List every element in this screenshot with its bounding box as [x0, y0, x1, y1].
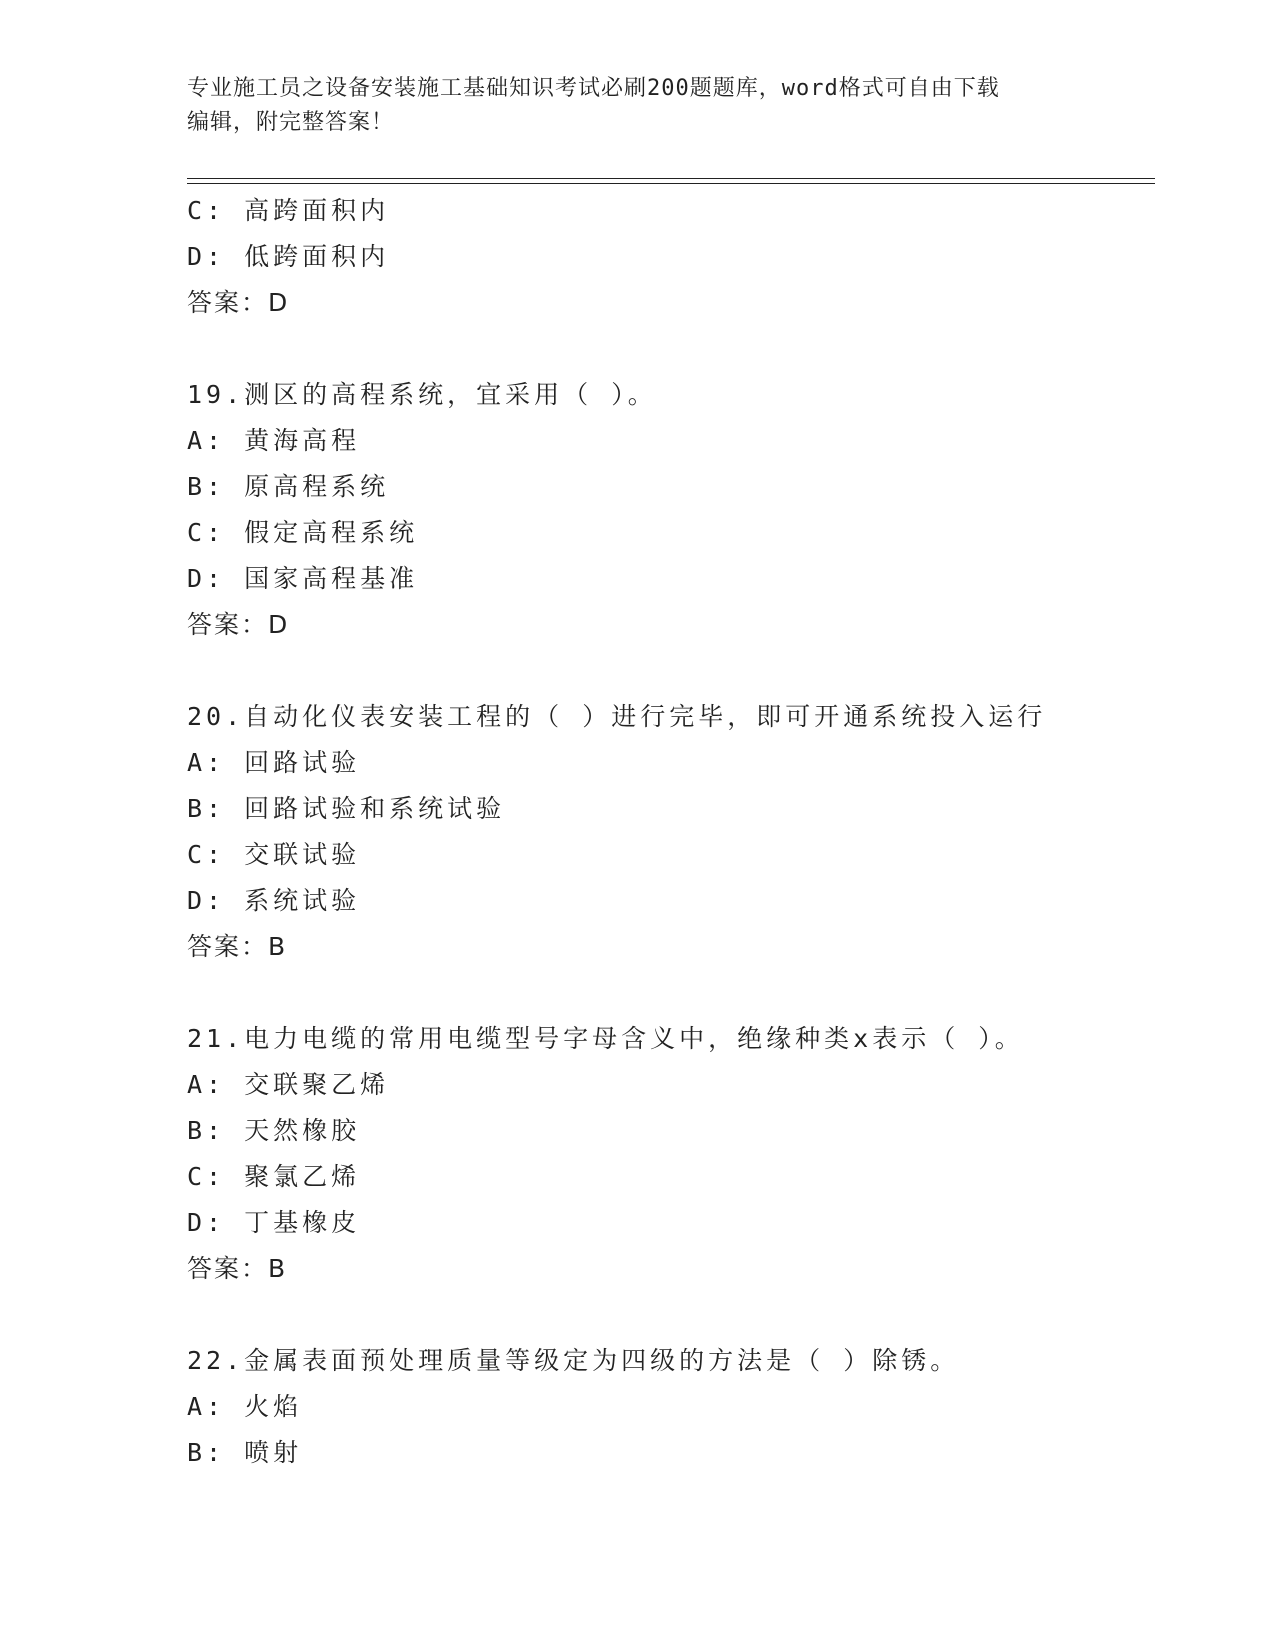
question-19	[187, 372, 1155, 648]
question-stem: 20.自动化仪表安装工程的（ ）进行完毕，即可开通系统投入运行	[187, 702, 1047, 731]
document-header	[187, 72, 1087, 140]
option-a: A: 交联聚乙烯	[187, 1070, 390, 1099]
answer-line: 答案：B	[187, 1254, 288, 1283]
header-title-line-1: 专业施工员之设备安装施工基础知识考试必刷200题题库，word格式可自由下载	[187, 76, 1000, 101]
question-21	[187, 1016, 1155, 1292]
option-b: B: 原高程系统	[187, 472, 390, 501]
option-c: C: 高跨面积内	[187, 196, 390, 225]
answer-line: 答案：D	[187, 610, 290, 639]
option-c: C: 假定高程系统	[187, 518, 419, 547]
spacer	[187, 648, 1155, 694]
question-22	[187, 1338, 1155, 1476]
header-divider-bottom	[187, 183, 1155, 184]
question-20	[187, 694, 1155, 970]
header-title-line-2: 编辑，附完整答案！	[187, 110, 395, 135]
answer-line: 答案：B	[187, 932, 288, 961]
option-b: B: 喷射	[187, 1438, 303, 1467]
option-d: D: 系统试验	[187, 886, 361, 915]
option-d: D: 丁基橡皮	[187, 1208, 361, 1237]
question-fragment	[187, 188, 1155, 326]
option-a: A: 回路试验	[187, 748, 361, 777]
question-stem: 19.测区的高程系统，宜采用（ ）。	[187, 380, 657, 409]
option-d: D: 低跨面积内	[187, 242, 390, 271]
answer-line: 答案：D	[187, 288, 290, 317]
option-b: B: 回路试验和系统试验	[187, 794, 506, 823]
option-b: B: 天然橡胶	[187, 1116, 361, 1145]
option-c: C: 聚氯乙烯	[187, 1162, 361, 1191]
spacer	[187, 1292, 1155, 1338]
question-stem: 22.金属表面预处理质量等级定为四级的方法是（ ）除锈。	[187, 1346, 960, 1375]
option-d: D: 国家高程基准	[187, 564, 419, 593]
spacer	[187, 326, 1155, 372]
option-a: A: 火焰	[187, 1392, 303, 1421]
spacer	[187, 970, 1155, 1016]
question-list	[187, 188, 1155, 1476]
option-c: C: 交联试验	[187, 840, 361, 869]
header-divider-top	[187, 178, 1155, 179]
question-stem: 21.电力电缆的常用电缆型号字母含义中，绝缘种类x表示（ ）。	[187, 1024, 1024, 1053]
option-a: A: 黄海高程	[187, 426, 361, 455]
